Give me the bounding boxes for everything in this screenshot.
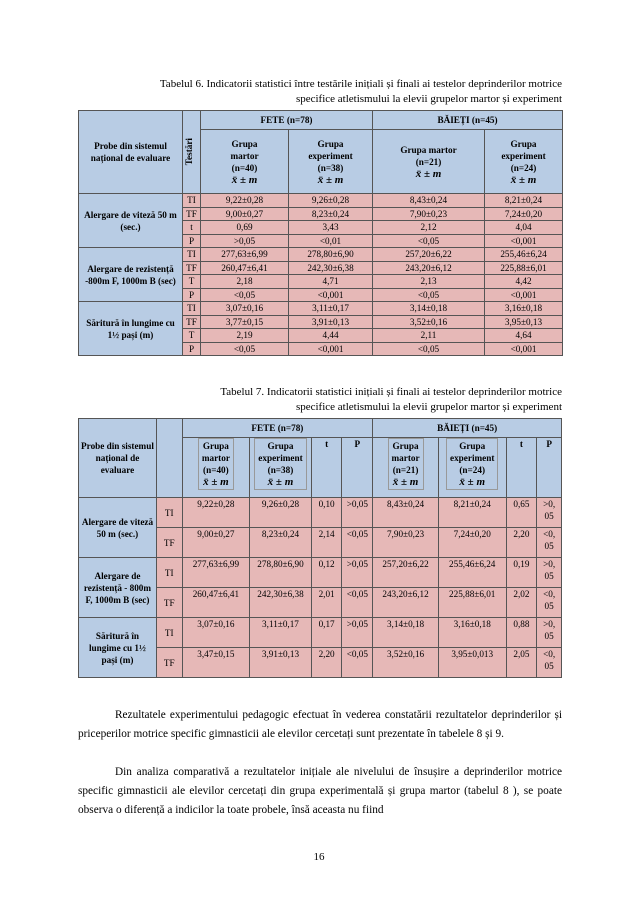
table7-cell: 225,88±6,01 <box>438 588 506 618</box>
table6-cell: <0,05 <box>373 342 485 356</box>
table6-test-label: TF <box>183 207 201 221</box>
table7-col-stat: x̄ ± m <box>267 476 294 488</box>
table7-col-line: P <box>546 439 552 449</box>
table7-col-stat: x̄ ± m <box>459 476 485 488</box>
table-row <box>79 618 562 648</box>
table6-cell: 243,20±6,12 <box>373 261 485 275</box>
table6-cell: 242,30±6,38 <box>289 261 373 275</box>
table6-cell: 255,46±6,24 <box>485 248 563 262</box>
table6-cell: <0,001 <box>485 288 563 302</box>
table7-cell: 8,21±0,24 <box>438 498 506 528</box>
table7-cell: 3,95±0,013 <box>438 648 506 678</box>
table7-col-line: Grupa <box>267 441 294 451</box>
table6-cell: <0,01 <box>289 234 373 248</box>
table7-cell: 8,23±0,24 <box>250 528 312 558</box>
table6-cell: 225,88±6,01 <box>485 261 563 275</box>
table6-cell: 3,77±0,15 <box>201 315 289 329</box>
table7-col-line: (n=40) <box>203 465 229 475</box>
table7-cell: 7,24±0,20 <box>438 528 506 558</box>
table6-group-stat: x̄ ± m <box>415 167 442 180</box>
table7-test-label: TF <box>156 648 182 678</box>
table7-col-line: (n=38) <box>267 465 294 475</box>
table7-col-line: martor <box>201 453 230 463</box>
table7-cell: 2,05 <box>506 648 537 678</box>
table7-caption <box>78 385 562 415</box>
table7-test-label: TI <box>156 498 182 528</box>
table6-group-stat: x̄ ± m <box>510 173 537 186</box>
table6-test-label: T <box>183 329 201 343</box>
table6-header-testari: Testări <box>184 138 194 166</box>
table6-cell: 8,43±0,24 <box>373 194 485 208</box>
table7-cell: 7,90±0,23 <box>373 528 439 558</box>
table7-cell: <0,05 <box>342 588 373 618</box>
table6-group-stat: x̄ ± m <box>317 173 344 186</box>
table7-cell-p <box>537 558 562 588</box>
table6-test-label: TI <box>183 302 201 316</box>
table6-cell: 4,04 <box>485 221 563 235</box>
table7-col-header <box>438 438 506 498</box>
table7-probe-name: Săritură în lungime cu 1½ pași (m) <box>79 618 157 678</box>
table7-cell: <0,05 <box>342 528 373 558</box>
table6-cell: 2,13 <box>373 275 485 289</box>
table7-cell: 0,65 <box>506 498 537 528</box>
table7-cell: 9,26±0,28 <box>250 498 312 528</box>
table6-cell: 9,00±0,27 <box>201 207 289 221</box>
table7-cell: 0,19 <box>506 558 537 588</box>
table7-cell: 277,63±6,99 <box>182 558 250 588</box>
table7-cell: 0,12 <box>311 558 342 588</box>
table7-col-line: experiment <box>450 453 495 463</box>
table7-cell: <0,05 <box>342 648 373 678</box>
table7-cell-p-line1: <0, <box>543 649 556 659</box>
table7-header-baieti: BĂIEȚI (n=45) <box>373 419 562 438</box>
table7-cell: 255,46±6,24 <box>438 558 506 588</box>
table7-cell-p <box>537 618 562 648</box>
table6-cell: <0,001 <box>289 342 373 356</box>
table7-col-header <box>506 438 537 498</box>
table6-cell: 4,71 <box>289 275 373 289</box>
table6-group-header <box>201 130 289 194</box>
table7-col-line: t <box>519 439 523 449</box>
table6-test-label: TI <box>183 248 201 262</box>
table7-cell-p-line1: >0, <box>543 499 556 509</box>
paragraph-2: Din analiza comparativă a rezultatelor inițiale ale nivelului de însușire a deprinderilor motrice specific gimnasticii ale elevilor cercetați din grupa experimentală și grupa martor (tabelul 8 ), se poate observa o diferență a indicilor la toate probele, însă aceasta nu fiind <box>78 766 562 816</box>
table6-cell: <0,001 <box>485 234 563 248</box>
paragraph-1: Rezultatele experimentului pedagogic efectuat în vederea constatării rezultatelor deprinderilor și priceperilor motrice specific gimnasticii ale elevilor cercetați sunt prezentate în tabelele 8 și 9. <box>78 709 562 740</box>
table7-col-line: martor <box>391 453 420 463</box>
table6-test-label: TF <box>183 315 201 329</box>
table6-cell: 8,23±0,24 <box>289 207 373 221</box>
table7-cell: >0,05 <box>342 618 373 648</box>
table6-group-header <box>289 130 373 194</box>
table6-cell: 278,80±6,90 <box>289 248 373 262</box>
table7-cell-p-line2: 05 <box>544 571 554 581</box>
table7-probe-name: Alergare de viteză 50 m (sec.) <box>79 498 157 558</box>
table7-test-label: TF <box>156 588 182 618</box>
table6-probe-name: Săritură în lungime cu 1½ pași (m) <box>79 302 183 356</box>
table6-cell: 4,64 <box>485 329 563 343</box>
table6-cell: <0,001 <box>485 342 563 356</box>
table6-header-fete: FETE (n=78) <box>201 111 373 130</box>
table7-col-line: P <box>354 439 361 449</box>
table-row <box>79 498 562 528</box>
table7-header-fete: FETE (n=78) <box>182 419 373 438</box>
table7-col-box <box>388 438 424 490</box>
table6-cell: <0,001 <box>289 288 373 302</box>
table7-col-header <box>342 438 373 498</box>
table7-cell: 9,22±0,28 <box>182 498 250 528</box>
table7-test-label: TI <box>156 618 182 648</box>
table6-test-label: P <box>183 234 201 248</box>
table6-cell: 7,24±0,20 <box>485 207 563 221</box>
table7-header-probe: Probe din sistemul național de evaluare <box>79 419 157 498</box>
table7-caption-line2: specifice atletismului la elevii grupelor martor și experiment <box>295 401 562 413</box>
table7-cell: 243,20±6,12 <box>373 588 439 618</box>
table7-col-line: Grupa <box>392 441 419 451</box>
table6-header-probe: Probe din sistemul național de evaluare <box>79 111 183 194</box>
table-row <box>79 302 563 316</box>
table6-cell: 257,20±6,22 <box>373 248 485 262</box>
table7-cell-p-line2: 05 <box>544 511 554 521</box>
table7-test-label: TI <box>156 558 182 588</box>
table7-col-stat: x̄ ± m <box>203 476 229 488</box>
table6-test-label: TF <box>183 261 201 275</box>
table7-col-line: Grupa <box>202 441 229 451</box>
table6-cell: 9,26±0,28 <box>289 194 373 208</box>
table7-cell: 0,88 <box>506 618 537 648</box>
table-row <box>79 194 563 208</box>
table6-test-label: T <box>183 275 201 289</box>
table6-group-stat: x̄ ± m <box>231 173 258 186</box>
table7-cell: 257,20±6,22 <box>373 558 439 588</box>
table7-cell: 3,16±0,18 <box>438 618 506 648</box>
table6-test-label: P <box>183 342 201 356</box>
table7-col-line: Grupa <box>459 441 486 451</box>
table6-cell: 3,95±0,13 <box>485 315 563 329</box>
table6-group-line: experiment <box>501 150 546 161</box>
table7-cell: 3,47±0,15 <box>182 648 250 678</box>
table7-cell-p <box>537 498 562 528</box>
table6-cell: 4,42 <box>485 275 563 289</box>
table6-group-line: Grupa martor <box>400 144 457 155</box>
table6-group-line: Grupa <box>231 138 258 149</box>
table7-col-box <box>446 438 498 490</box>
table7-cell-p-line1: >0, <box>543 619 556 629</box>
table7-col-header <box>182 438 250 498</box>
table7-col-line: (n=21) <box>392 465 419 475</box>
table7-cell: 3,14±0,18 <box>373 618 439 648</box>
table6-cell: 2,18 <box>201 275 289 289</box>
table6-cell: 277,63±6,99 <box>201 248 289 262</box>
table7-cell: >0,05 <box>342 498 373 528</box>
table6-cell: >0,05 <box>201 234 289 248</box>
table7-col-line: (n=24) <box>459 465 486 475</box>
table7-cell-p-line2: 05 <box>544 661 554 671</box>
table7-cell-p <box>537 528 562 558</box>
table6-cell: 3,11±0,17 <box>289 302 373 316</box>
table6-cell: 9,22±0,28 <box>201 194 289 208</box>
table6-caption-line1: Tabelul 6. Indicatorii statistici între testările inițiali și finali ai testelor deprinderilor motrice <box>159 78 562 90</box>
table7-cell-p-line1: <0, <box>543 529 556 539</box>
table6-test-label: t <box>183 221 201 235</box>
table6-cell: <0,05 <box>201 288 289 302</box>
table-row <box>79 248 563 262</box>
table6-cell: 4,44 <box>289 329 373 343</box>
table6-cell: 7,90±0,23 <box>373 207 485 221</box>
table6-group-line: experiment <box>308 150 353 161</box>
table6-cell: 3,16±0,18 <box>485 302 563 316</box>
table6-cell: 260,47±6,41 <box>201 261 289 275</box>
table7-col-stat: x̄ ± m <box>392 476 419 488</box>
table6-probe-name: Alergare de rezistență -800m F, 1000m B (sec) <box>79 248 183 302</box>
table6-group-line: (n=40) <box>231 162 258 173</box>
table7-test-label: TF <box>156 528 182 558</box>
table7-cell-p-line1: <0, <box>543 589 556 599</box>
table6-group-header <box>485 130 563 194</box>
table-row <box>79 558 562 588</box>
table7-col-header <box>537 438 562 498</box>
table7-col-header <box>373 438 439 498</box>
table7-cell: 9,00±0,27 <box>182 528 250 558</box>
page-number: 16 <box>313 851 325 863</box>
table6-header-baieti: BĂIEȚI (n=45) <box>373 111 563 130</box>
table6-caption-line2: specifice atletismului la elevii grupelor martor și experiment <box>295 93 562 105</box>
table6-group-line: (n=24) <box>510 162 537 173</box>
table7-cell-p-line2: 05 <box>544 631 554 641</box>
table6-group-line: (n=38) <box>317 162 344 173</box>
table7-col-header <box>311 438 342 498</box>
table6-test-label: TI <box>183 194 201 208</box>
table7-cell: 3,11±0,17 <box>250 618 312 648</box>
table6-cell: 3,14±0,18 <box>373 302 485 316</box>
table6-cell: 3,91±0,13 <box>289 315 373 329</box>
table6-cell: <0,05 <box>373 234 485 248</box>
table7-col-header <box>250 438 312 498</box>
table7-cell: 3,52±0,16 <box>373 648 439 678</box>
table7-col-box <box>198 438 234 490</box>
table6-cell: 3,07±0,16 <box>201 302 289 316</box>
table7-cell: 260,47±6,41 <box>182 588 250 618</box>
table6-group-header <box>373 130 485 194</box>
table7-cell: 2,01 <box>311 588 342 618</box>
table7-cell-p-line1: >0, <box>543 559 556 569</box>
table7-cell: 2,20 <box>506 528 537 558</box>
table7-cell-p <box>537 588 562 618</box>
table6-group-line: martor <box>230 150 259 161</box>
table6-cell: 2,11 <box>373 329 485 343</box>
table7-cell: 278,80±6,90 <box>250 558 312 588</box>
table7-cell: 2,14 <box>311 528 342 558</box>
table7-cell: >0,05 <box>342 558 373 588</box>
table7-cell-p-line2: 05 <box>544 541 554 551</box>
table7-col-line: experiment <box>258 453 303 463</box>
table7-cell-p-line2: 05 <box>544 601 554 611</box>
table6-group-line: Grupa <box>510 138 537 149</box>
table6-test-label: P <box>183 288 201 302</box>
table6-group-line: (n=21) <box>415 156 442 167</box>
table6-cell: 3,52±0,16 <box>373 315 485 329</box>
table6-cell: 3,43 <box>289 221 373 235</box>
table7-cell: 3,07±0,16 <box>182 618 250 648</box>
table7-cell: 3,91±0,13 <box>250 648 312 678</box>
table7-cell: 2,02 <box>506 588 537 618</box>
table6-cell: 8,21±0,24 <box>485 194 563 208</box>
table6-group-line: Grupa <box>317 138 344 149</box>
table7-col-box <box>254 438 306 490</box>
table7-col-line: t <box>325 439 329 449</box>
table7-cell: 242,30±6,38 <box>250 588 312 618</box>
table6-cell: <0,05 <box>373 288 485 302</box>
table7-cell: 0,17 <box>311 618 342 648</box>
table7-cell: 8,43±0,24 <box>373 498 439 528</box>
table6-cell: 0,69 <box>201 221 289 235</box>
table7-cell: 2,20 <box>311 648 342 678</box>
table6-caption <box>78 77 562 107</box>
table6-cell: <0,05 <box>201 342 289 356</box>
table7-caption-line1: Tabelul 7. Indicatorii statistici inițiali și finali ai testelor deprinderilor motrice <box>220 386 562 398</box>
table7 <box>78 418 562 678</box>
table7-probe-name: Alergare de rezistență - 800m F, 1000m B (sec) <box>79 558 157 618</box>
table7-cell-p <box>537 648 562 678</box>
table6-probe-name: Alergare de viteză 50 m (sec.) <box>79 194 183 248</box>
table7-cell: 0,10 <box>311 498 342 528</box>
table6 <box>78 110 563 356</box>
table6-cell: 2,12 <box>373 221 485 235</box>
table6-cell: 2,19 <box>201 329 289 343</box>
